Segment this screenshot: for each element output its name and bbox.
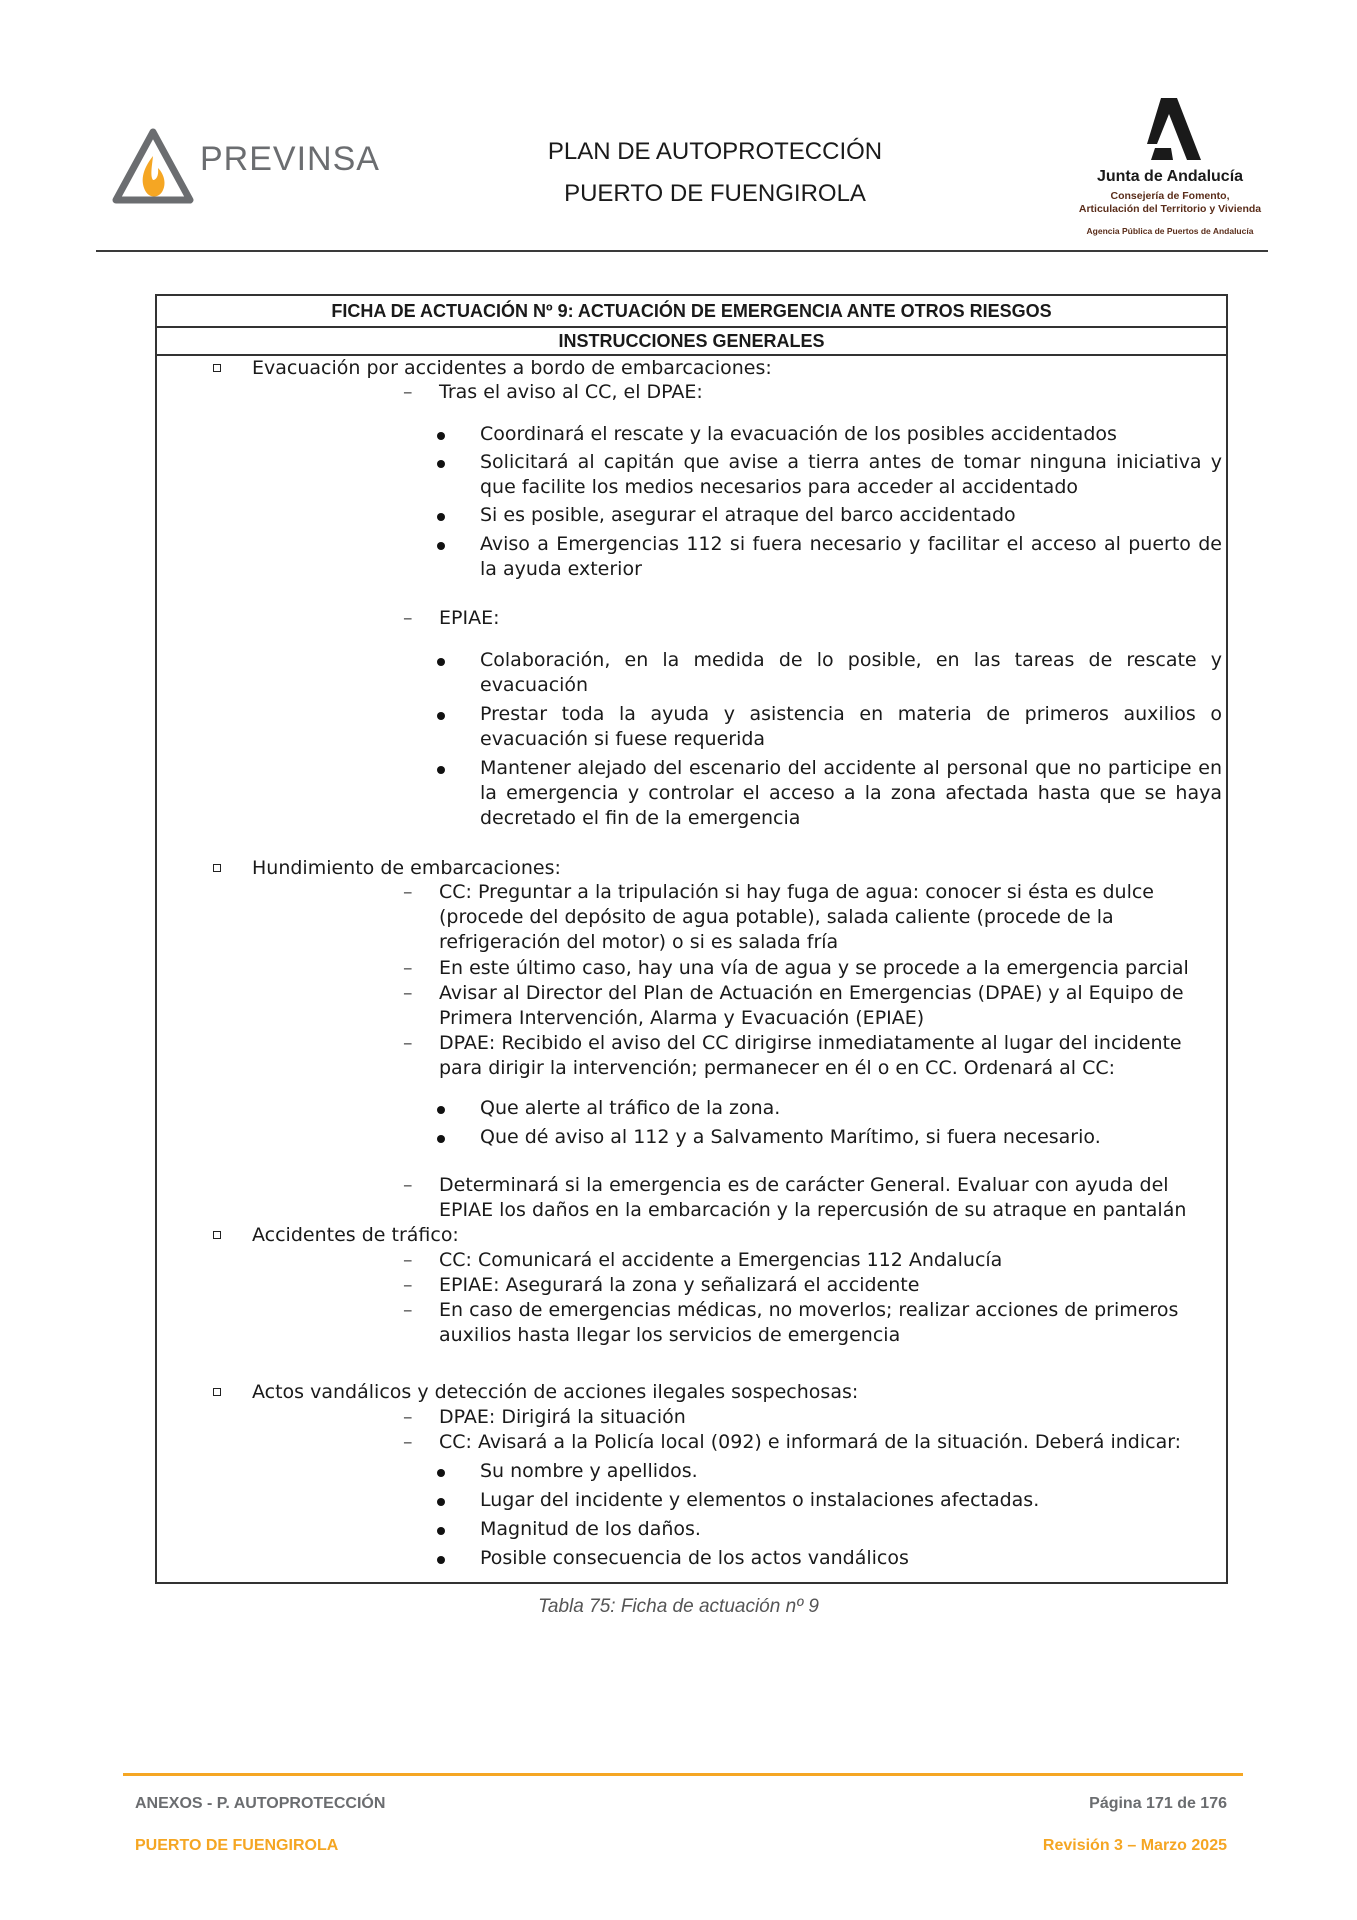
list-item: – CC: Avisará a la Policía local (092) e informará de la situación. Deberá indicar: [403, 1431, 1182, 1453]
list-item: – CC: Preguntar a la tripulación si hay fuga de agua: conocer si ésta es dulce (procede del depósito de agua potable), salada caliente (procede de la refrigeración del motor) o si es salada fría [403, 881, 1154, 953]
junta-andalucia-logo [1070, 98, 1262, 236]
list-item: – EPIAE: [403, 607, 500, 629]
document-subtitle: PUERTO DE FUENGIROLA [564, 180, 866, 207]
jda-name: Junta de Andalucía [1096, 168, 1244, 185]
footer-location: PUERTO DE FUENGIROLA [135, 1837, 339, 1854]
list-item: Prestar toda la ayuda y asistencia en materia de primeros auxilios o evacuación si fuese requerida [480, 702, 1222, 752]
footer-divider [123, 1773, 1243, 1776]
list-item: Que dé aviso al 112 y a Salvamento Marítimo, si fuera necesario. [480, 1125, 1222, 1150]
table-subtitle: INSTRUCCIONES GENERALES [157, 328, 1226, 356]
list-item: – Tras el aviso al CC, el DPAE: [403, 381, 703, 403]
list-item: Magnitud de los daños. [480, 1517, 1222, 1542]
checkbox-bullet-icon [213, 1388, 221, 1396]
list-item: Que alerte al tráfico de la zona. [480, 1096, 1222, 1121]
andalucia-a-icon [1137, 98, 1201, 162]
flame-triangle-icon [112, 126, 194, 206]
revision-date: Revisión 3 – Marzo 2025 [1042, 1837, 1227, 1854]
list-item: Solicitará al capitán que avise a tierra antes de tomar ninguna iniciativa y que facilite los medios necesarios para acceder al accidentado [480, 450, 1222, 500]
list-item: Lugar del incidente y elementos o instalaciones afectadas. [480, 1488, 1222, 1513]
header-divider [96, 250, 1268, 252]
list-item: Si es posible, asegurar el atraque del barco accidentado [480, 503, 1222, 528]
footer-section: ANEXOS - P. AUTOPROTECCIÓN [135, 1795, 386, 1812]
list-item: – Determinará si la emergencia es de carácter General. Evaluar con ayuda del EPIAE los daños en la embarcación y la repercusión de su atraque en pantalán [403, 1174, 1187, 1221]
section-title: Evacuación por accidentes a bordo de embarcaciones: [252, 357, 772, 379]
list-item: – DPAE: Dirigirá la situación [403, 1406, 686, 1428]
previnsa-logo [112, 126, 402, 206]
list-item: – CC: Comunicará el accidente a Emergencias 112 Andalucía [403, 1249, 1003, 1271]
list-item: Coordinará el rescate y la evacuación de los posibles accidentados [480, 422, 1222, 447]
table-caption: Tabla 75: Ficha de actuación nº 9 [538, 1596, 819, 1617]
action-sheet-table [155, 294, 1228, 1584]
list-item: – DPAE: Recibido el aviso del CC dirigirse inmediatamente al lugar del incidente para dirigir la intervención; permanecer en él o en CC. Ordenará al CC: [403, 1032, 1182, 1079]
section-title: Accidentes de tráfico: [252, 1224, 459, 1246]
section-title: Hundimiento de embarcaciones: [252, 857, 561, 879]
list-item: – En caso de emergencias médicas, no moverlos; realizar acciones de primeros auxilios hasta llegar los servicios de emergencia [403, 1299, 1179, 1346]
list-item: – En este último caso, hay una vía de agua y se procede a la emergencia parcial [403, 957, 1189, 979]
list-item: Posible consecuencia de los actos vandálicos [480, 1546, 1222, 1571]
list-item: Aviso a Emergencias 112 si fuera necesario y facilitar el acceso al puerto de la ayuda exterior [480, 532, 1222, 582]
list-item: Colaboración, en la medida de lo posible, en las tareas de rescate y evacuación [480, 648, 1222, 698]
document-title: PLAN DE AUTOPROTECCIÓN [547, 138, 883, 165]
checkbox-bullet-icon [213, 1231, 221, 1239]
list-item: Su nombre y apellidos. [480, 1459, 1222, 1484]
brand-name: PREVINSA [200, 140, 380, 178]
table-title: FICHA DE ACTUACIÓN Nº 9: ACTUACIÓN DE EMERGENCIA ANTE OTROS RIESGOS [157, 296, 1226, 328]
checkbox-bullet-icon [213, 364, 221, 372]
page-number: Página 171 de 176 [1089, 1795, 1227, 1812]
jda-agency: Agencia Pública de Puertos de Andalucía [1086, 226, 1254, 236]
checkbox-bullet-icon [213, 864, 221, 872]
list-item: Mantener alejado del escenario del accidente al personal que no participe en la emergencia y controlar el acceso a la zona afectada hasta que se haya decretado el fin de la emergencia [480, 756, 1222, 831]
jda-department: Consejería de Fomento, Articulación del Territorio y Vivienda [1078, 190, 1262, 215]
section-title: Actos vandálicos y detección de acciones ilegales sospechosas: [252, 1381, 859, 1403]
list-item: – EPIAE: Asegurará la zona y señalizará el accidente [403, 1274, 920, 1296]
list-item: – Avisar al Director del Plan de Actuación en Emergencias (DPAE) y al Equipo de Primera Intervención, Alarma y Evacuación (EPIAE) [403, 982, 1184, 1029]
